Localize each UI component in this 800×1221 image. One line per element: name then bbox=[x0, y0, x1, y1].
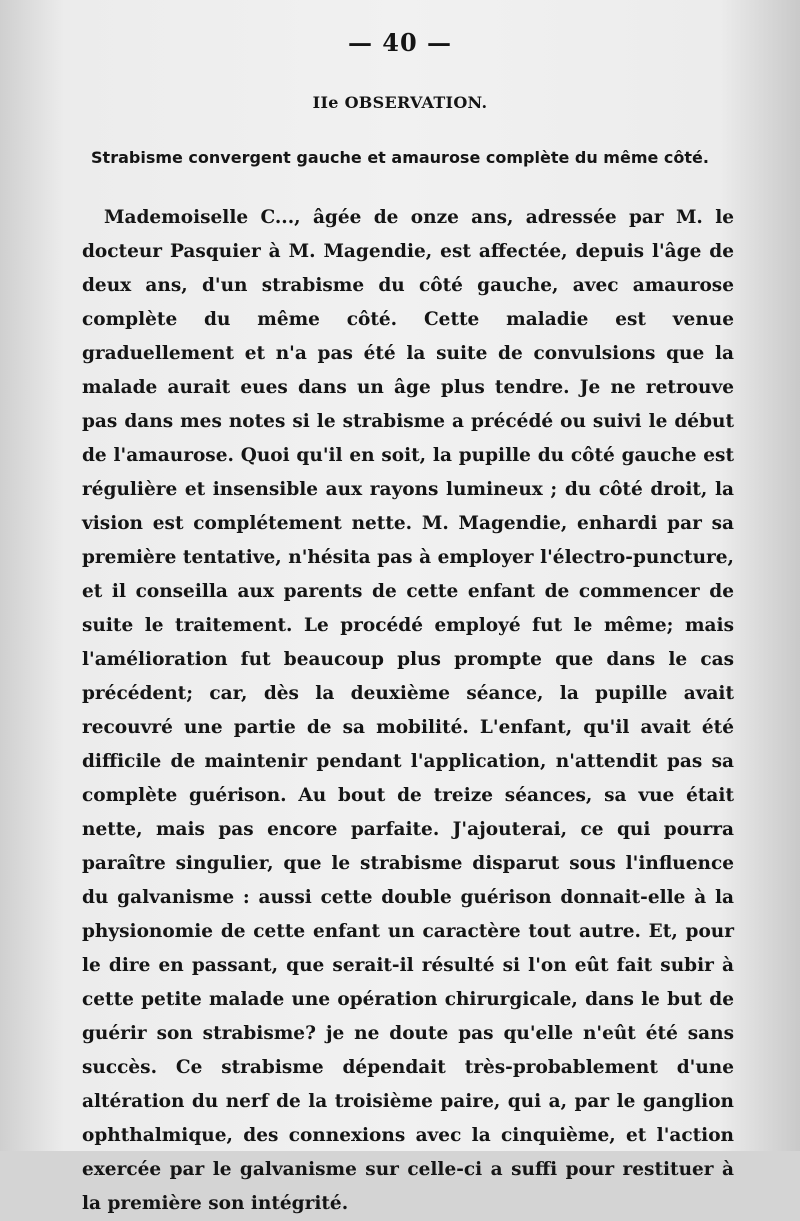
page-number: — 40 — bbox=[347, 28, 453, 57]
section-title: IIe OBSERVATION. bbox=[312, 93, 488, 112]
observation-subtitle: Strabisme convergent gauche et amaurose complète du même côté. bbox=[91, 148, 709, 167]
observation-body: Mademoiselle C..., âgée de onze ans, adressée par M. le docteur Pasquier à M. Magendie, est affectée, depuis l'âge de deux ans, d'un strabisme du côté gauche, avec amaurose complète du même côté. Cette maladie est venue graduellement et n'a pas été la suite de convulsions que la malade aurait eues dans un âge plus tendre. Je ne retrouve pas dans mes notes si le strabisme a précédé ou suivi le début de l'amaurose. Quoi qu'il en soit, la pupille du côté gauche est régulière et insensible aux rayons lumineux ; du côté droit, la vision est complétement nette. M. Magendie, enhardi par sa première tentative, n'hésita pas à employer l'électro-puncture, et il conseilla aux parents de cette enfant de commencer de suite le traitement. Le procédé employé fut le même; mais l'amélioration fut beaucoup plus prompte que dans le cas précédent; car, dès la deuxième séance, la pupille avait recouvré une partie de sa mobilité. L'enfant, qu'il avait été difficile de maintenir pendant l'application, n'attendit pas sa complète guérison. Au bout de treize séances, sa vue était nette, mais pas encore parfaite. J'ajouterai, ce qui pourra paraître singulier, que le strabisme disparut sous l'influence du galvanisme : aussi cette double guérison donnait-elle à la physionomie de cette enfant un caractère tout autre. Et, pour le dire en passant, que serait-il résulté si l'on eût fait subir à cette petite malade une opération chirurgicale, dans le but de guérir son strabisme? je ne doute pas qu'elle n'eût été sans succès. Ce strabisme dépendait très-probablement d'une altération du nerf de la troisième paire, qui a, par le ganglion ophthalmique, des connexions avec la cinquième, et l'action exercée par le galvanisme sur celle-ci a suffi pour restituer à la première son intégrité. bbox=[82, 207, 734, 1214]
